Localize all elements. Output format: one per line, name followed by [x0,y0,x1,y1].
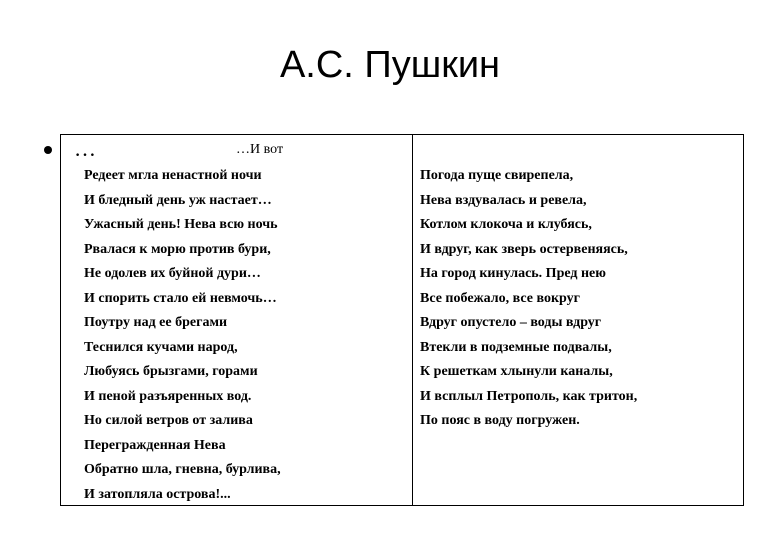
verse-line: Вдруг опустело – воды вдруг [420,315,602,330]
left-header: …И вот [236,142,284,157]
bullet-icon [44,146,52,154]
left-ellipsis: … [74,136,97,161]
verse-line: Рвалася к морю против бури, [84,241,271,257]
verse-line: Не одолев их буйной дури… [84,266,261,281]
verse-line: Котлом клокоча и клубясь, [420,217,592,232]
verse-line: На город кинулась. Пред нею [420,266,606,281]
verse-line: Перегражденная Нева [84,437,226,453]
verse-line: Любуясь брызгами, горами [84,364,258,379]
verse-line: И затопляла острова!... [84,486,231,502]
verse-line: По пояс в воду погружен. [420,413,580,428]
verse-line: К решеткам хлынули каналы, [420,364,613,379]
verse-line: И бледный день уж настает… [84,192,272,208]
verse-line: Редеет мгла ненастной ночи [84,168,262,183]
verse-line: Но силой ветров от залива [84,413,253,428]
right-verse [420,164,740,434]
verse-line: Все побежало, все вокруг [420,290,580,306]
left-verse [84,164,404,507]
verse-line: И спорить стало ей невмочь… [84,290,277,306]
slide-title: А.С. Пушкин [279,44,501,86]
verse-line: Втекли в подземные подвалы, [420,339,612,355]
verse-line: Теснился кучами народ, [84,339,238,355]
verse-line: И пеной разъяренных вод. [84,388,252,404]
verse-line: Обратно шла, гневна, бурлива, [84,462,281,477]
verse-line: И вдруг, как зверь остервеняясь, [420,241,628,257]
verse-line: И всплыл Петрополь, как тритон, [420,388,638,404]
verse-line: Поутру над ее брегами [84,315,228,330]
verse-line: Ужасный день! Нева всю ночь [84,217,278,232]
verse-line: Погода пуще свирепела, [420,168,574,183]
column-divider [412,134,413,506]
verse-line: Нева вздувалась и ревела, [420,192,587,208]
